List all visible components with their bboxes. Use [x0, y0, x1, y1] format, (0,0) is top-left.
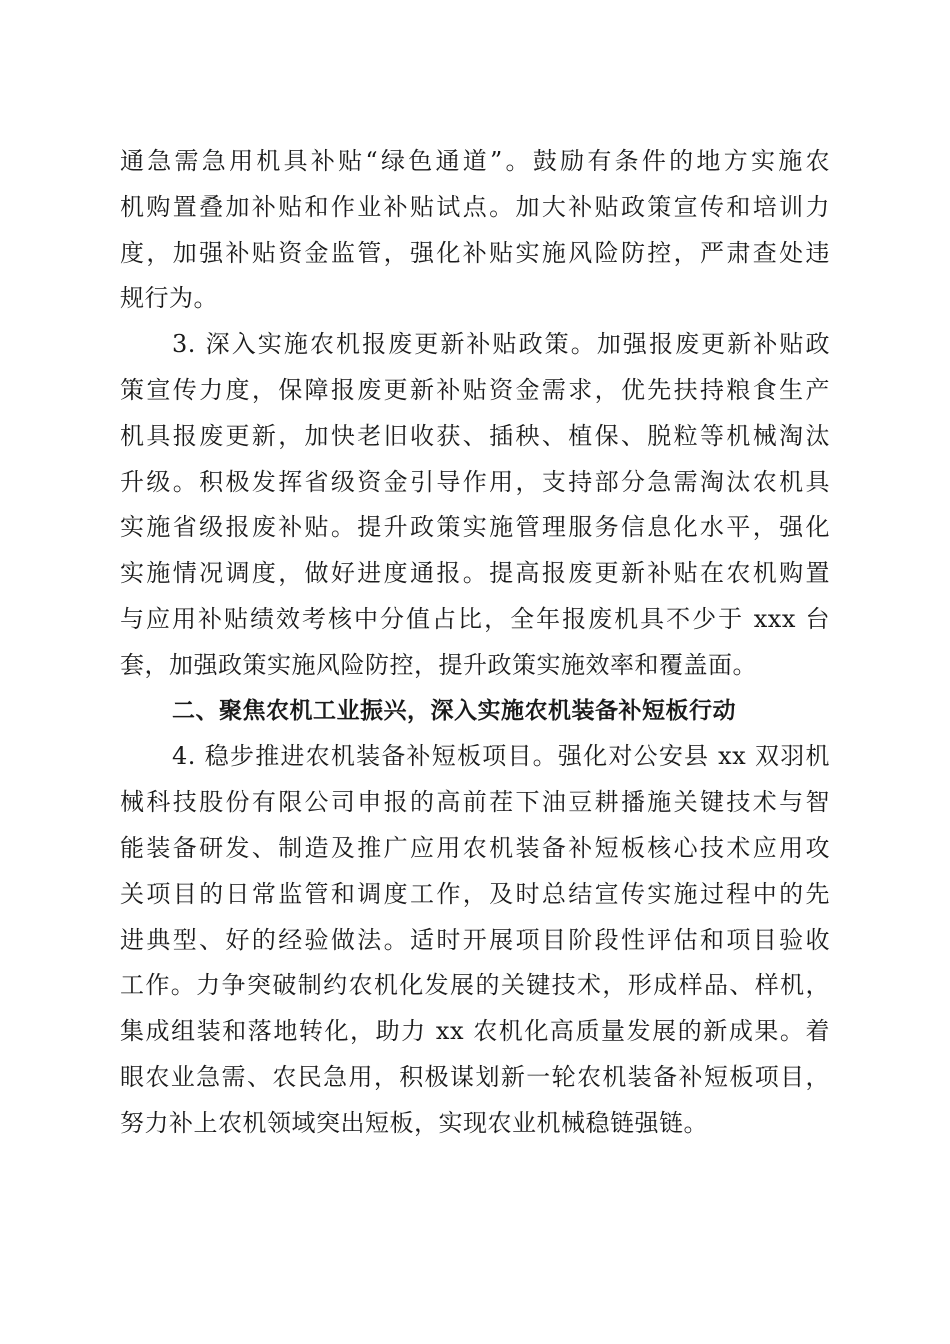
text-line: 实施情况调度，做好进度通报。提高报废更新补贴在农机购置 — [120, 559, 830, 588]
paragraph-scrap-subsidy — [120, 322, 830, 688]
text-line: 集成组装和落地转化，助力 xx 农机化高质量发展的新成果。着 — [120, 1017, 830, 1046]
text-line: 实施省级报废补贴。提升政策实施管理服务信息化水平，强化 — [120, 513, 830, 542]
text-line: 策宣传力度，保障报废更新补贴资金需求，优先扶持粮食生产 — [120, 375, 830, 404]
document-body — [120, 139, 830, 1147]
text-line: 眼农业急需、农民急用，积极谋划新一轮农机装备补短板项目， — [120, 1062, 830, 1091]
text-line: 进典型、好的经验做法。适时开展项目阶段性评估和项目验收 — [120, 925, 830, 954]
text-line: 度，加强补贴资金监管，强化补贴实施风险防控，严肃查处违 — [120, 238, 830, 267]
section-heading: 二、聚焦农机工业振兴，深入实施农机装备补短板行动 — [172, 697, 736, 724]
text-line: 机具报废更新，加快老旧收获、插秧、植保、脱粒等机械淘汰 — [120, 421, 830, 450]
text-line: 机购置叠加补贴和作业补贴试点。加大补贴政策宣传和培训力 — [120, 192, 830, 221]
text-line: 与应用补贴绩效考核中分值占比，全年报废机具不少于 xxx 台 — [120, 604, 830, 633]
text-line: 3. 深入实施农机报废更新补贴政策。加强报废更新补贴政 — [172, 330, 830, 359]
text-line: 努力补上农机领域突出短板，实现农业机械稳链强链。 — [120, 1108, 708, 1137]
text-line: 升级。积极发挥省级资金引导作用，支持部分急需淘汰农机具 — [120, 467, 830, 496]
text-line: 能装备研发、制造及推广应用农机装备补短板核心技术应用攻 — [120, 833, 830, 862]
text-line: 工作。力争突破制约农机化发展的关键技术，形成样品、样机， — [120, 971, 830, 1000]
text-line: 关项目的日常监管和调度工作，及时总结宣传实施过程中的先 — [120, 879, 830, 908]
text-line: 套，加强政策实施风险防控，提升政策实施效率和覆盖面。 — [120, 650, 757, 679]
paragraph-subsidy-channel — [120, 139, 830, 322]
paragraph-equipment-project — [120, 734, 830, 1146]
text-line: 通急需急用机具补贴“绿色通道”。鼓励有条件的地方实施农 — [120, 147, 830, 175]
text-line: 规行为。 — [120, 284, 218, 313]
text-line: 械科技股份有限公司申报的高前茬下油豆耕播施关键技术与智 — [120, 788, 830, 817]
text-line: 4. 稳步推进农机装备补短板项目。强化对公安县 xx 双羽机 — [172, 742, 830, 771]
